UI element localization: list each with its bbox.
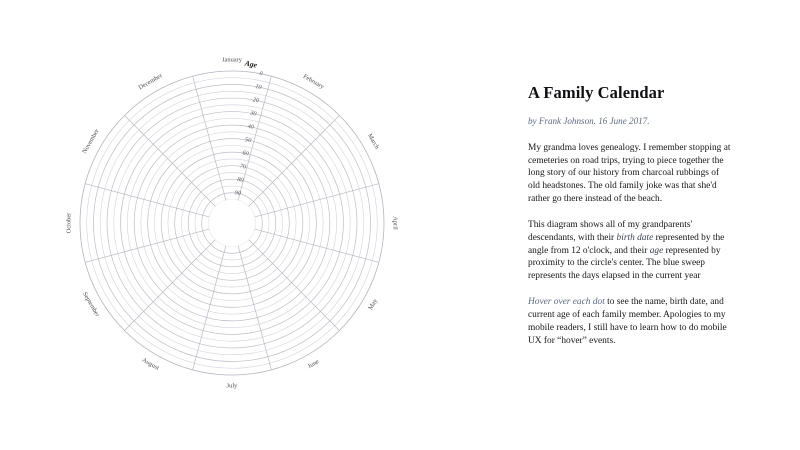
angular-gridline-2 xyxy=(255,184,379,217)
angular-gridline-7 xyxy=(125,240,216,331)
angular-gridline-6 xyxy=(193,246,226,370)
angular-gridline-8 xyxy=(85,229,209,262)
hover-hint-emphasis: Hover over each dot xyxy=(528,297,605,308)
month-label-december: December xyxy=(137,72,164,92)
month-label-august: August xyxy=(140,356,161,372)
month-label-june: June xyxy=(306,358,321,371)
age-emphasis: age xyxy=(649,245,664,256)
age-tick-0: 0 xyxy=(258,69,264,78)
article-column xyxy=(528,84,732,347)
month-label-may: May xyxy=(367,297,380,312)
family-calendar-chart xyxy=(60,50,410,400)
age-tick-60: 60 xyxy=(241,149,250,158)
article-byline: by Frank Johnson. 16 June 2017. xyxy=(528,115,650,126)
birth-date-emphasis: birth date xyxy=(616,232,654,243)
angular-gridline-10 xyxy=(125,116,216,207)
angular-gridline-9 xyxy=(85,184,209,217)
age-tick-20: 20 xyxy=(252,96,260,105)
month-label-february: February xyxy=(301,73,326,91)
page-title: A Family Calendar xyxy=(528,83,665,102)
chart-center-hub xyxy=(209,200,256,247)
angular-gridline-3 xyxy=(255,229,379,262)
article-paragraph-1: My grandma loves genealogy. I remember stopping at cemeteries on road trips, trying to piece together the long story of our history from charcoal rubbings of old headstones. The old family joke was that she'd rather go there instead of the beach. xyxy=(528,142,731,205)
paragraph-3-text: to see the name, birth date, and current age of each family member. Apologies to my mobile readers, I still have to learn how to do mobile UX for “hover” events. xyxy=(528,297,727,346)
month-label-october: October xyxy=(65,212,73,234)
month-label-july: July xyxy=(226,382,238,390)
article-paragraph-2 xyxy=(528,219,732,283)
angular-gridline-4 xyxy=(249,240,340,331)
month-label-november: November xyxy=(81,128,101,155)
angular-gridline-5 xyxy=(238,246,271,370)
age-tick-30: 30 xyxy=(249,109,257,118)
age-tick-70: 70 xyxy=(239,162,247,171)
age-tick-50: 50 xyxy=(244,136,252,145)
age-tick-80: 80 xyxy=(236,175,245,184)
polar-chart-svg xyxy=(60,50,410,400)
article-paragraph-3 xyxy=(528,296,732,347)
paragraph-2-text-a: This diagram shows all of my grandparents' descendants, with their xyxy=(528,219,693,243)
month-label-september: September xyxy=(81,290,101,319)
angular-gridline-11 xyxy=(193,76,226,200)
month-label-april: April xyxy=(391,216,399,230)
paragraph-2-text-b: represented by the angle from 12 o'clock, and their xyxy=(528,232,725,256)
age-tick-40: 40 xyxy=(246,122,255,131)
paragraph-2-text-c: represented by proximity to the circle's center. The blue sweep represents the days elapsed in the current year xyxy=(528,245,721,282)
age-tick-10: 10 xyxy=(254,82,263,92)
age-tick-90: 90 xyxy=(234,189,242,198)
month-label-march: March xyxy=(365,132,381,151)
age-axis-title: Age xyxy=(244,58,258,70)
month-label-january: January xyxy=(222,56,242,64)
